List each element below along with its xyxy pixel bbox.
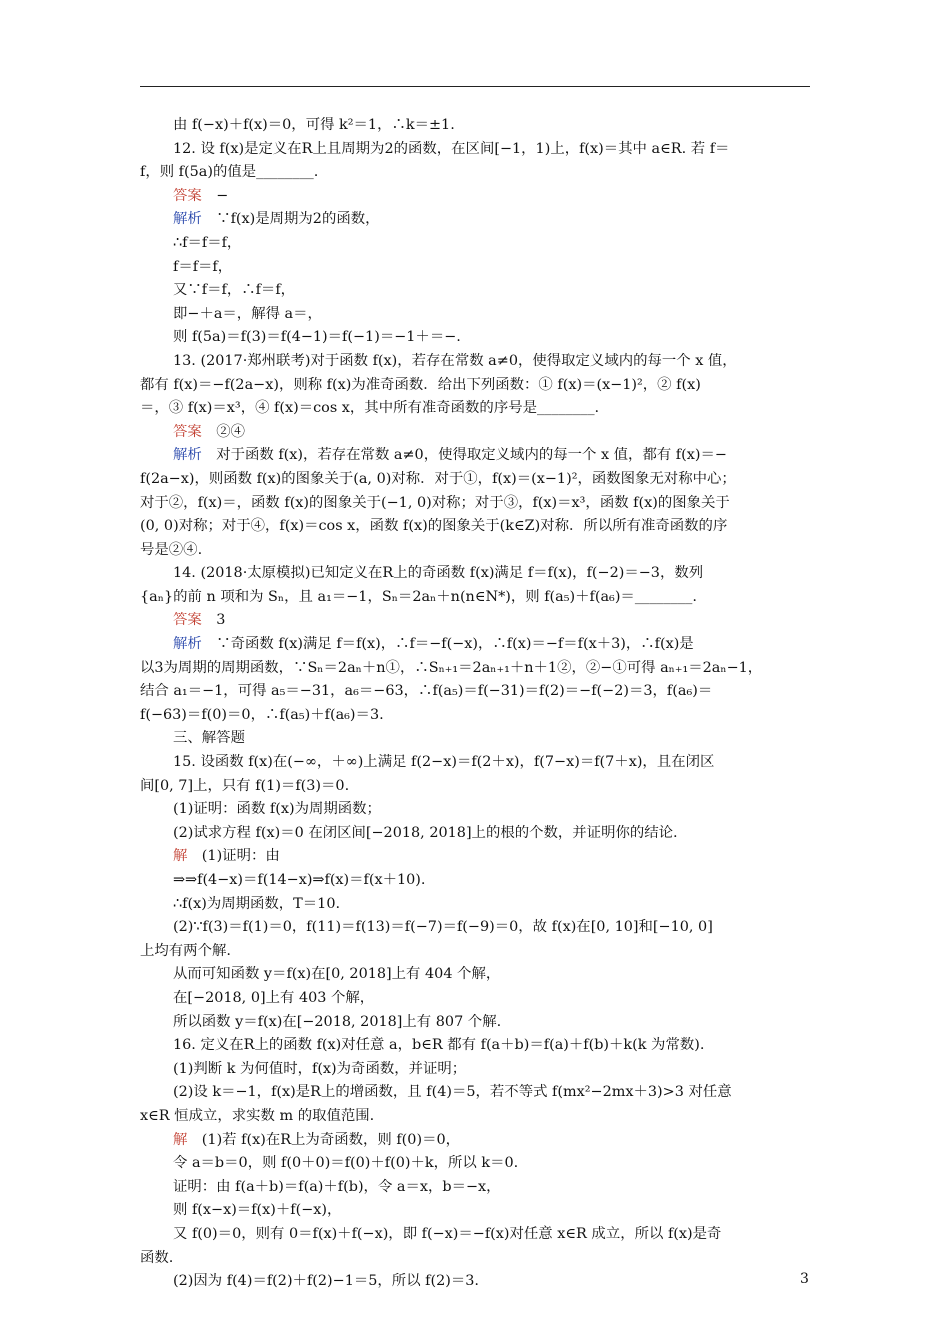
answer-label: 解析 [173, 447, 202, 464]
text-line [140, 1105, 810, 1129]
line-text: ⇒⇒f(4−x)＝f(14−x)⇒f(x)＝f(x＋10). [173, 872, 426, 888]
header-rule [140, 86, 810, 87]
text-line [140, 1223, 810, 1247]
line-text: f＝f＝f， [173, 258, 233, 275]
line-text: 号是②④. [140, 541, 203, 558]
text-line [140, 161, 810, 185]
line-text: ∴f(x)为周期函数，T＝10. [173, 895, 341, 912]
line-text: 3 [201, 612, 226, 629]
text-line [140, 893, 810, 917]
answer-label: 解 [173, 1131, 188, 1148]
line-text: 都有 f(x)＝−f(2a−x)，则称 f(x)为准奇函数．给出下列函数：① f(x)＝(x−1)²，② f(x) [140, 376, 701, 393]
text-line [140, 775, 810, 799]
line-text: ∴f＝f＝f， [173, 234, 242, 251]
text-line [140, 492, 810, 516]
text-line [140, 256, 810, 280]
text-line [140, 279, 810, 303]
text-line [140, 515, 810, 539]
answer-label: 答案 [173, 187, 202, 204]
line-text: (1)证明：函数 f(x)为周期函数； [173, 801, 381, 818]
text-line [140, 374, 810, 398]
line-text: 16. 定义在R上的函数 f(x)对任意 a，b∈R 都有 f(a＋b)＝f(a)＋f(b)＋k(k 为常数). [173, 1037, 705, 1054]
line-text: (1)若 f(x)在R上为奇函数，则 f(0)＝0， [187, 1131, 460, 1148]
answer-label: 解 [173, 848, 188, 865]
line-text: 在[−2018, 0]上有 403 个解， [173, 989, 375, 1006]
text-line [140, 869, 810, 893]
text-line [140, 1058, 810, 1082]
line-text: 证明：由 f(a＋b)＝f(a)＋f(b)，令 a＝x，b＝−x， [173, 1178, 501, 1195]
answer-label: 答案 [173, 612, 202, 629]
line-text: 即−＋a＝，解得 a＝， [173, 305, 322, 322]
text-line [140, 987, 810, 1011]
line-text: f，则 f(5a)的值是________. [140, 164, 319, 181]
text-line [140, 539, 810, 563]
line-text: 上均有两个解. [140, 942, 231, 959]
text-line [140, 1081, 810, 1105]
text-line [140, 633, 810, 657]
line-text: (2)∵f(3)＝f(1)＝0，f(11)＝f(13)＝f(−7)＝f(−9)＝0，故 f(x)在[0, 10]和[−10, 0] [173, 919, 713, 936]
line-text: (0, 0)对称；对于④，f(x)＝cos x，函数 f(x)的图象关于(k∈Z)对称．所以所有准奇函数的序 [140, 518, 728, 535]
text-line [140, 232, 810, 256]
text-line [140, 114, 810, 138]
text-line [140, 798, 810, 822]
line-text: 结合 a₁＝−1，可得 a₅＝−31，a₆＝−63，∴f(a₅)＝f(−31)＝f(2)＝−f(−2)＝3，f(a₆)＝ [140, 683, 713, 700]
line-text: 则 f(5a)＝f(3)＝f(4−1)＝f(−1)＝−1＋＝−. [173, 329, 461, 346]
line-text: {aₙ}的前 n 项和为 Sₙ，且 a₁＝−1，Sₙ＝2aₙ＋n(n∈N*)，则 f(a₅)＋f(a₆)＝________. [140, 588, 697, 605]
line-text: 12. 设 f(x)是定义在R上且周期为2的函数，在区间[−1，1)上，f(x)＝其中 a∈R. 若 f＝ [173, 140, 730, 157]
text-line [140, 1129, 810, 1153]
text-line [140, 350, 810, 374]
line-text: 对于②，f(x)＝，函数 f(x)的图象关于(−1, 0)对称；对于③，f(x)＝x³，函数 f(x)的图象关于 [140, 494, 730, 511]
line-text: (2)设 k＝−1，f(x)是R上的增函数，且 f(4)＝5，若不等式 f(mx²−2mx＋3)>3 对任意 [173, 1084, 732, 1101]
text-line [140, 940, 810, 964]
answer-label: 答案 [173, 423, 202, 440]
text-line [140, 1199, 810, 1223]
text-line [140, 138, 810, 162]
text-line [140, 751, 810, 775]
text-line [140, 1011, 810, 1035]
text-line [140, 326, 810, 350]
answer-label: 解析 [173, 636, 202, 653]
text-line [140, 303, 810, 327]
line-text: ∵奇函数 f(x)满足 f＝f(x)，∴f＝−f(−x)，∴f(x)＝−f＝f(x＋3)，∴f(x)是 [201, 636, 694, 653]
line-text: 又∵f＝f，∴f＝f， [173, 282, 296, 299]
text-line [140, 727, 810, 751]
line-text: 间[0, 7]上，只有 f(1)＝f(3)＝0. [140, 777, 350, 794]
text-line [140, 657, 810, 681]
line-text: ②④ [201, 423, 245, 440]
line-text: 从而可知函数 y＝f(x)在[0, 2018]上有 404 个解， [173, 966, 501, 983]
text-line [140, 1176, 810, 1200]
line-text: x∈R 恒成立，求实数 m 的取值范围. [140, 1107, 375, 1124]
line-text: 所以函数 y＝f(x)在[−2018, 2018]上有 807 个解. [173, 1013, 502, 1030]
text-line [140, 704, 810, 728]
text-line [140, 845, 810, 869]
text-line [140, 1152, 810, 1176]
line-text: (1)判断 k 为何值时，f(x)为奇函数，并证明； [173, 1060, 467, 1077]
page-number: 3 [800, 1271, 809, 1287]
line-text: 由 f(−x)＋f(x)＝0，可得 k²＝1，∴k＝±1. [173, 117, 455, 133]
line-text: 15. 设函数 f(x)在(−∞，＋∞)上满足 f(2−x)＝f(2＋x)，f(7−x)＝f(7＋x)，且在闭区 [173, 754, 715, 771]
text-line [140, 609, 810, 633]
line-text: 令 a＝b＝0，则 f(0＋0)＝f(0)＋f(0)＋k，所以 k＝0. [173, 1155, 519, 1172]
line-text: 函数. [140, 1249, 174, 1266]
text-line [140, 916, 810, 940]
text-line [140, 397, 810, 421]
line-text: (2)试求方程 f(x)＝0 在闭区间[−2018, 2018]上的根的个数，并证明你的结论. [173, 824, 678, 841]
text-line [140, 421, 810, 445]
line-text: ＝，③ f(x)＝x³，④ f(x)＝cos x，其中所有准奇函数的序号是________. [140, 400, 600, 417]
text-line [140, 963, 810, 987]
line-text: − [201, 187, 229, 204]
line-text: 13. (2017·郑州联考)对于函数 f(x)，若存在常数 a≠0，使得取定义域内的每一个 x 值， [173, 352, 737, 369]
line-text: (2)因为 f(4)＝f(2)＋f(2)−1＝5，所以 f(2)＝3. [173, 1273, 479, 1290]
text-line [140, 586, 810, 610]
text-line [140, 1270, 810, 1294]
text-line [140, 680, 810, 704]
text-line [140, 822, 810, 846]
line-text: f(2a−x)，则函数 f(x)的图象关于(a, 0)对称．对于①，f(x)＝(x−1)²，函数图象无对称中心； [140, 470, 736, 487]
line-text: 又 f(0)＝0，则有 0＝f(x)＋f(−x)，即 f(−x)＝−f(x)对任意 x∈R 成立，所以 f(x)是奇 [173, 1225, 722, 1242]
line-text: 则 f(x−x)＝f(x)＋f(−x)， [173, 1202, 342, 1219]
text-line [140, 1247, 810, 1271]
text-line [140, 468, 810, 492]
text-line [140, 1034, 810, 1058]
line-text: 14. (2018·太原模拟)已知定义在R上的奇函数 f(x)满足 f＝f(x)，f(−2)＝−3，数列 [173, 565, 704, 582]
line-text: ∵f(x)是周期为2的函数， [201, 211, 380, 228]
text-line [140, 185, 810, 209]
text-line [140, 444, 810, 468]
text-line [140, 562, 810, 586]
line-text: 三、解答题 [173, 730, 245, 747]
line-text: 以3为周期的周期函数，∵Sₙ＝2aₙ＋n①，∴Sₙ₊₁＝2aₙ₊₁＋n＋1②，②−①可得 aₙ₊₁＝2aₙ−1， [140, 659, 763, 676]
line-text: f(−63)＝f(0)＝0，∴f(a₅)＋f(a₆)＝3. [140, 706, 384, 723]
page-content [140, 114, 810, 1294]
text-line [140, 208, 810, 232]
answer-label: 解析 [173, 211, 202, 228]
line-text: 对于函数 f(x)，若存在常数 a≠0，使得取定义域内的每一个 x 值，都有 f(x)＝− [201, 447, 727, 464]
line-text: (1)证明：由 [187, 848, 280, 865]
